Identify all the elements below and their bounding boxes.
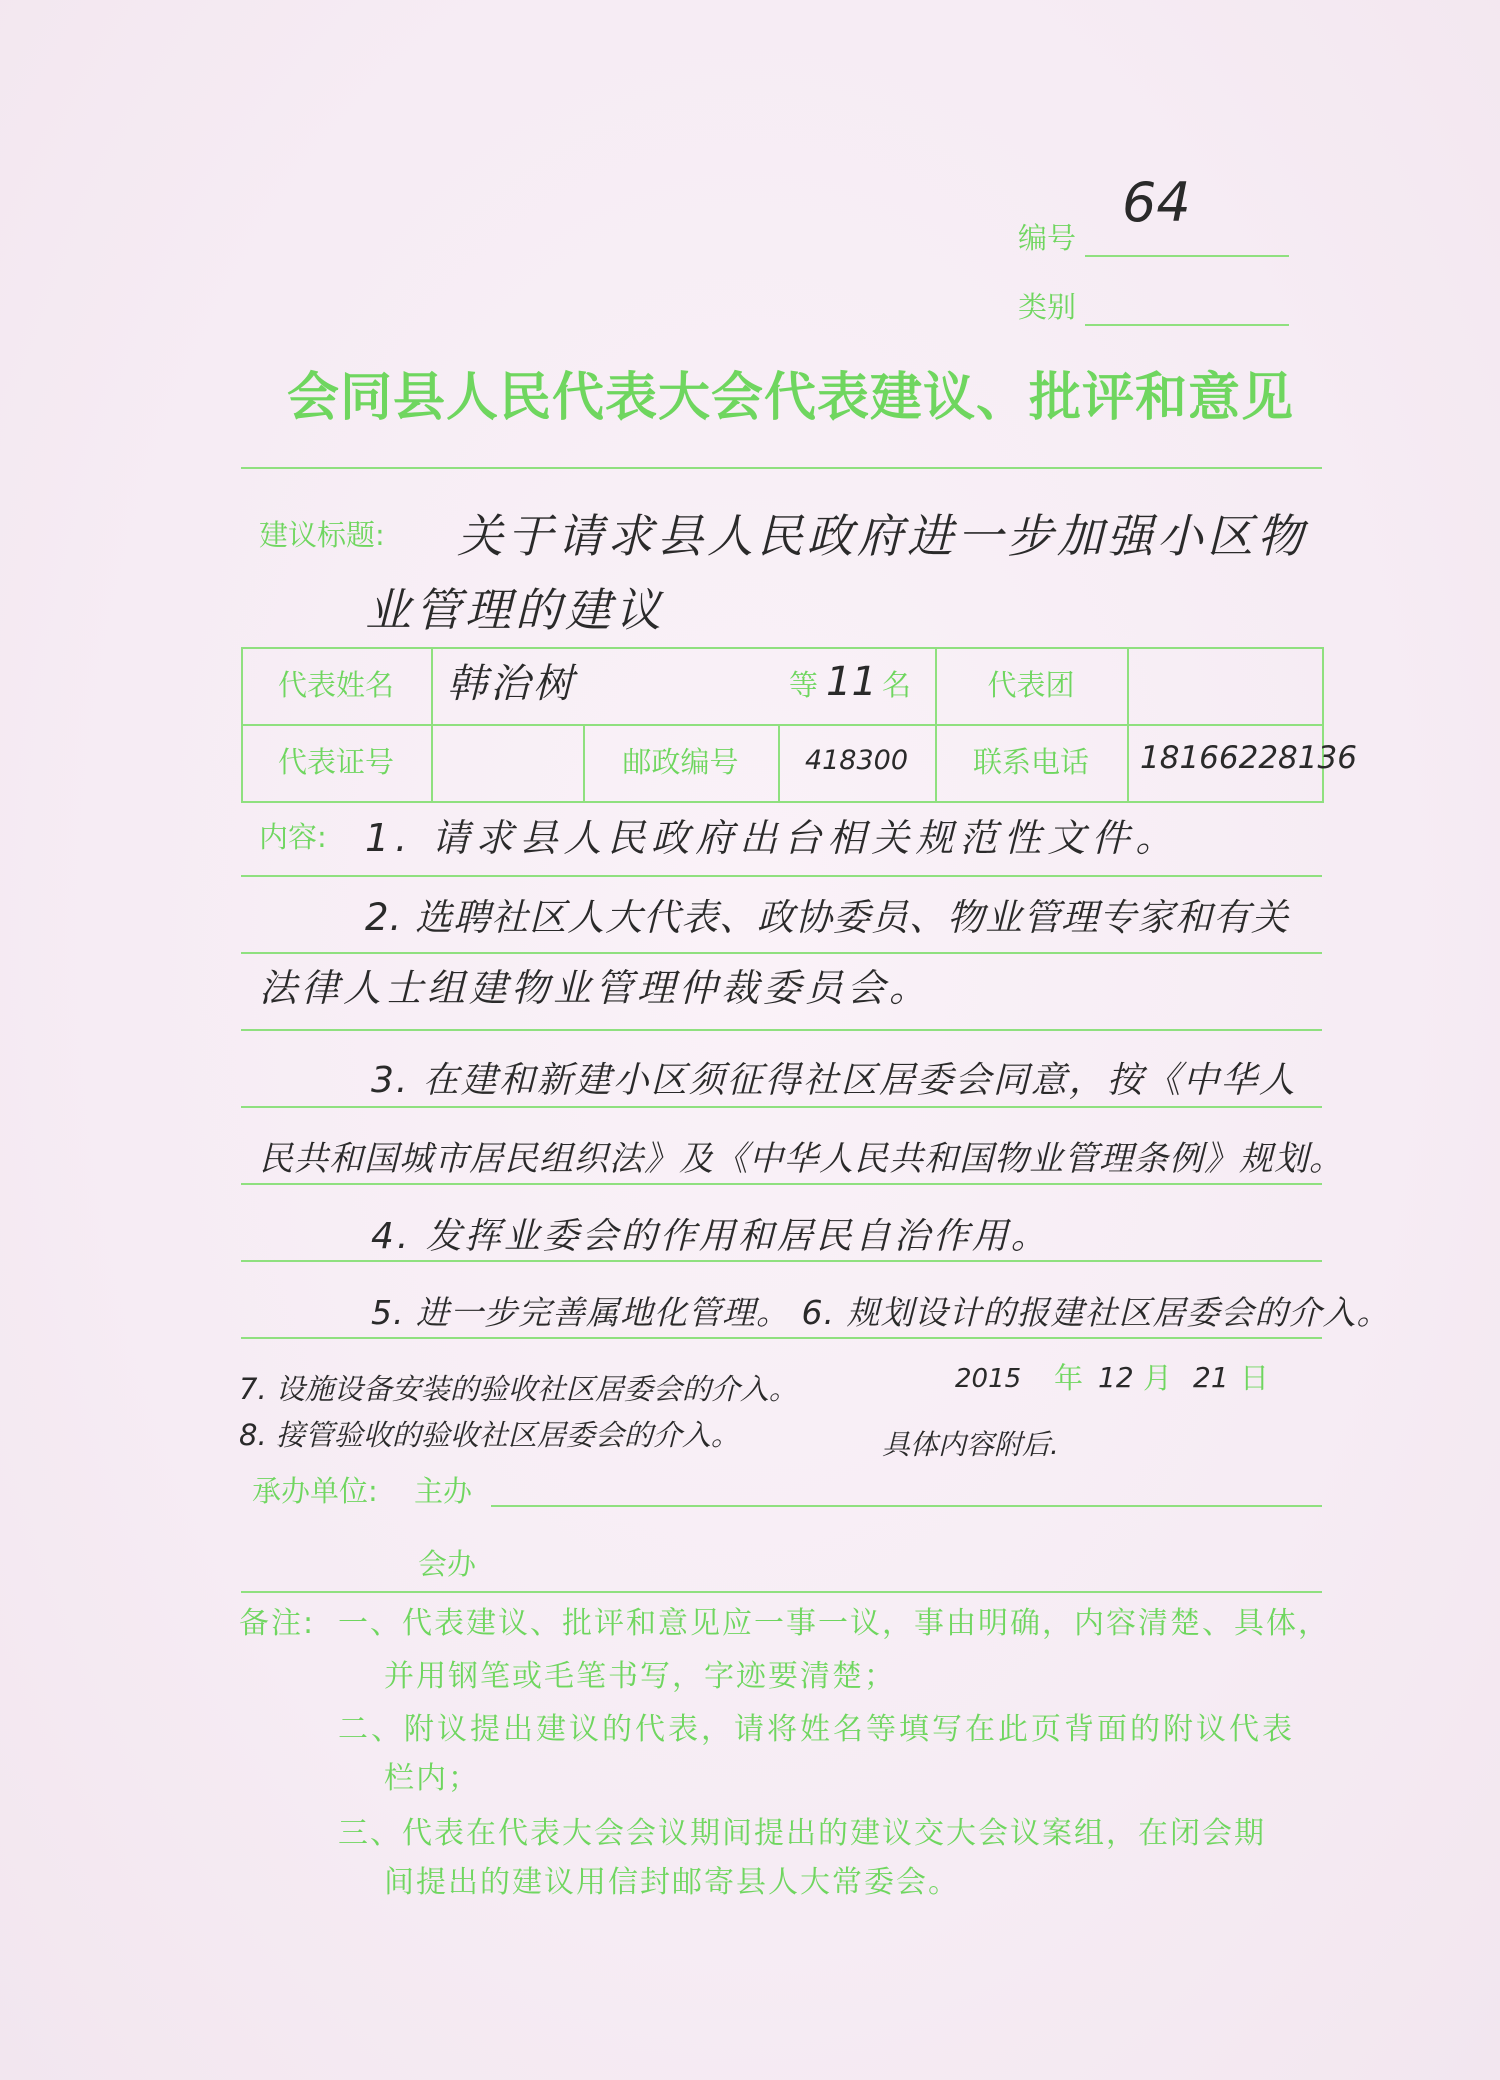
- category-label: 类别: [1018, 290, 1077, 324]
- content-line: 5. 进一步完善属地化管理。 6. 规划设计的报建社区居委会的介入。: [371, 1293, 1391, 1332]
- date-day: 21: [1193, 1361, 1229, 1394]
- date-year: 2015: [955, 1364, 1022, 1394]
- content-rule: [241, 952, 1322, 954]
- host-underline: [491, 1505, 1322, 1507]
- content-rule: [241, 875, 1322, 877]
- postcode-label: 邮政编号: [622, 745, 739, 779]
- number-value: 64: [1122, 171, 1191, 234]
- ming-label: 名: [882, 668, 912, 702]
- postcode-value: 418300: [804, 745, 909, 776]
- rule-bottom: [241, 1591, 1322, 1593]
- subject-line-2: 业管理的建议: [365, 583, 665, 637]
- content-label: 内容:: [259, 820, 327, 854]
- number-label: 编号: [1018, 221, 1077, 255]
- rep-name-label: 代表姓名: [277, 668, 394, 702]
- co-label: 会办: [418, 1547, 477, 1581]
- attachment-note: 具体内容附后.: [882, 1428, 1059, 1461]
- content-line: 3. 在建和新建小区须征得社区居委会同意，按《中华人: [371, 1060, 1297, 1101]
- date-month-label: 月: [1143, 1361, 1173, 1395]
- rep-count-value: 11: [826, 659, 877, 705]
- note-line: 三、代表在代表大会会议期间提出的建议交大会议案组，在闭会期: [338, 1816, 1266, 1851]
- date-year-label: 年: [1054, 1361, 1084, 1395]
- delegation-label: 代表团: [987, 668, 1075, 702]
- table-col-5: [1127, 647, 1129, 803]
- phone-label: 联系电话: [972, 745, 1089, 779]
- date-month: 12: [1098, 1361, 1134, 1394]
- notes-label: 备注:: [239, 1606, 316, 1641]
- number-underline: [1085, 255, 1289, 257]
- subject-line-1: 关于请求县人民政府进一步加强小区物: [457, 509, 1307, 563]
- phone-value: 18166228136: [1140, 740, 1357, 776]
- deng-label: 等: [789, 668, 819, 702]
- content-line: 法律人士组建物业管理仲裁委员会。: [259, 966, 932, 1010]
- note-line: 二、附议提出建议的代表，请将姓名等填写在此页背面的附议代表: [338, 1712, 1295, 1747]
- table-rule-1: [241, 647, 1324, 649]
- table-rule-3: [241, 801, 1324, 803]
- subject-label: 建议标题:: [259, 518, 385, 552]
- note-line: 一、代表建议、批评和意见应一事一议，事由明确，内容清楚、具体，: [338, 1606, 1330, 1641]
- table-col-1: [431, 647, 433, 803]
- content-rule: [241, 1029, 1322, 1031]
- category-underline: [1085, 324, 1289, 326]
- content-rule: [241, 1337, 1322, 1339]
- note-line: 并用钢笔或毛笔书写，字迹要清楚；: [384, 1659, 896, 1694]
- content-line: 民共和国城市居民组织法》及《中华人民共和国物业管理条例》规划。: [259, 1139, 1344, 1179]
- host-label: 主办: [414, 1474, 473, 1508]
- content-line: 4. 发挥业委会的作用和居民自治作用。: [371, 1216, 1050, 1257]
- handler-label: 承办单位:: [252, 1474, 378, 1508]
- content-line: 8. 接管验收的验收社区居委会的介入。: [239, 1418, 740, 1452]
- content-line: 1. 请求县人民政府出台相关规范性文件。: [365, 816, 1180, 860]
- rep-name-value: 韩治树: [447, 661, 576, 707]
- rule-top: [241, 467, 1322, 469]
- content-line: 7. 设施设备安装的验收社区居委会的介入。: [239, 1372, 798, 1406]
- content-line: 2. 选聘社区人大代表、政协委员、物业管理专家和有关: [365, 896, 1290, 939]
- note-line: 栏内；: [384, 1761, 480, 1796]
- note-line: 间提出的建议用信封邮寄县人大常委会。: [384, 1865, 960, 1900]
- rep-id-label: 代表证号: [277, 745, 394, 779]
- content-rule: [241, 1260, 1322, 1262]
- date-day-label: 日: [1240, 1361, 1270, 1395]
- table-col-right: [1322, 647, 1324, 803]
- table-rule-2: [241, 724, 1324, 726]
- form-title: 会同县人民代表大会代表建议、批评和意见: [287, 368, 1295, 428]
- content-rule: [241, 1106, 1322, 1108]
- content-rule: [241, 1183, 1322, 1185]
